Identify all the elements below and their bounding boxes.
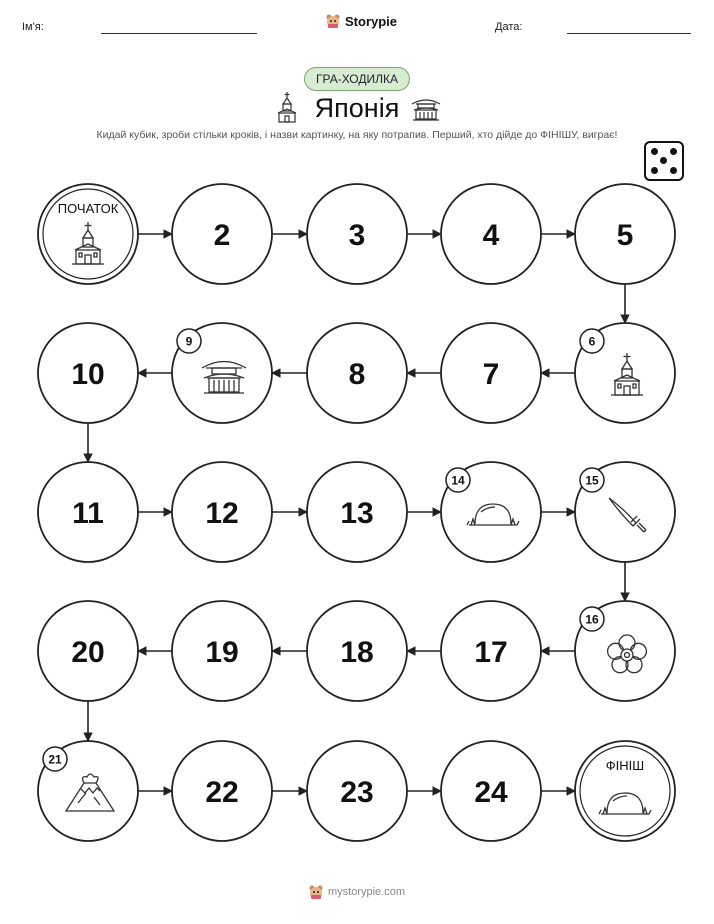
cell-number: 3 (348, 219, 366, 252)
cell-number: 11 (72, 497, 104, 530)
cell-number: 8 (348, 358, 366, 391)
board-cell-12[interactable] (172, 462, 272, 562)
cell-label: ПОЧАТОК (57, 201, 119, 216)
board-cell-22[interactable] (172, 741, 272, 841)
cell-number: 2 (213, 219, 231, 252)
board-cell-10[interactable] (38, 323, 138, 423)
game-type-badge: ГРА-ХОДИЛКА (304, 67, 410, 91)
cell-number: 5 (616, 219, 634, 252)
cell-number-badge: 6 (588, 334, 596, 349)
cell-number: 22 (205, 776, 239, 809)
bear-icon (308, 884, 324, 900)
cell-number: 24 (474, 776, 508, 809)
board-cell-4[interactable] (441, 184, 541, 284)
cell-number: 23 (340, 776, 374, 809)
date-label: Дата: (495, 21, 523, 33)
board-cell-3[interactable] (307, 184, 407, 284)
cell-number-badge: 16 (585, 612, 599, 627)
cell-number: 20 (71, 636, 105, 669)
board-cell-23[interactable] (307, 741, 407, 841)
board-cell-6[interactable] (575, 323, 675, 423)
title-text: Японія (314, 93, 400, 123)
board-cell-19[interactable] (172, 601, 272, 701)
board-cell-16[interactable] (575, 601, 675, 701)
cell-number-badge: 21 (48, 752, 62, 767)
cell-number: 7 (482, 358, 500, 391)
name-label: Ім'я: (22, 21, 44, 33)
board-cell-17[interactable] (441, 601, 541, 701)
cell-number: 4 (482, 219, 500, 252)
board-cell-14[interactable] (441, 462, 541, 562)
board-cell-20[interactable] (38, 601, 138, 701)
cell-number: 10 (71, 358, 105, 391)
cell-number-badge: 14 (451, 473, 465, 488)
footer (308, 884, 405, 900)
board-cell-2[interactable] (172, 184, 272, 284)
cell-number: 19 (205, 636, 239, 669)
footer-url[interactable]: mystorypie.com (328, 886, 406, 898)
cell-label: ФІНІШ (605, 758, 645, 773)
cell-number: 18 (340, 636, 374, 669)
cell-number: 17 (474, 636, 508, 669)
finish-cell[interactable] (575, 741, 675, 841)
board-cell-9[interactable] (172, 323, 272, 423)
cell-number-badge: 9 (185, 334, 193, 349)
cell-number: 12 (205, 497, 239, 530)
board-cell-5[interactable] (575, 184, 675, 284)
board-cell-24[interactable] (441, 741, 541, 841)
cell-number-badge: 15 (585, 473, 599, 488)
board-cell-15[interactable] (575, 462, 675, 562)
board-cell-18[interactable] (307, 601, 407, 701)
instructions: Кидай кубик, зроби стільки кроків, і назви картинку, на яку потрапив. Перший, хто дійде до ФІНІШУ, виграє! (96, 129, 618, 141)
brand-name: Storypie (345, 13, 398, 29)
start-cell[interactable] (38, 184, 138, 284)
board-cell-11[interactable] (38, 462, 138, 562)
board-cell-7[interactable] (441, 323, 541, 423)
board-cell-8[interactable] (307, 323, 407, 423)
board-cell-21[interactable] (38, 741, 138, 841)
board-cell-13[interactable] (307, 462, 407, 562)
cell-number: 13 (340, 497, 374, 530)
